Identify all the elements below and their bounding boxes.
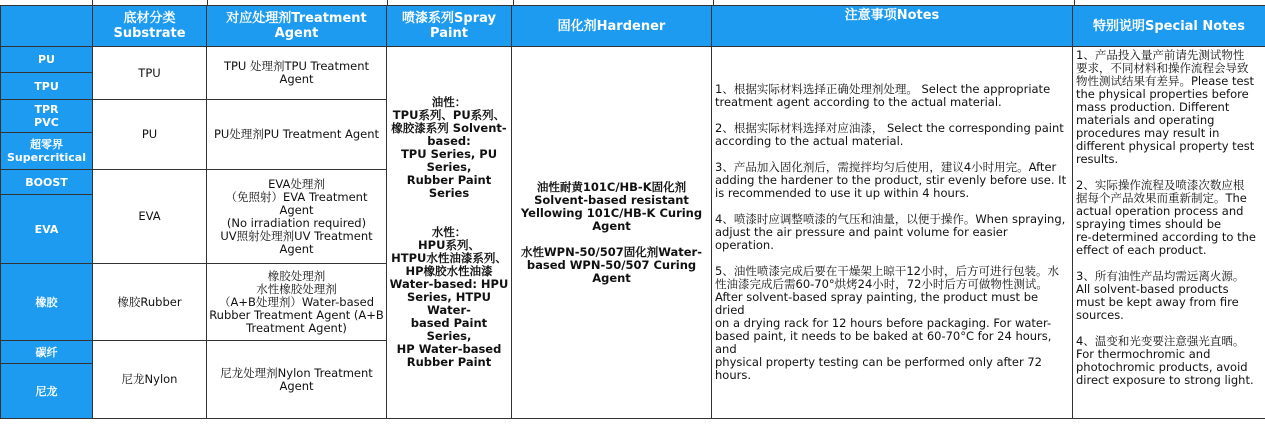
hardener-cell: 油性耐黄101C/HB-K固化剂 Solvent-based resistant Yellowing 101C/HB-K Curing Agent 水性WPN-50/507固化剂Water- based WPN-50/507 Curing Agent	[512, 47, 712, 419]
spec-table	[0, 5, 1265, 419]
header-treatment-agent: 对应处理剂Treatment Agent	[207, 6, 387, 47]
side-label-boost: BOOST	[1, 170, 93, 195]
header-blank-cell	[1, 6, 93, 47]
side-label-tpu: TPU	[1, 73, 93, 100]
side-label-rubber: 橡胶	[1, 264, 93, 341]
substrate-cell: PU	[93, 100, 207, 170]
side-label-tpr-pvc: TPR PVC	[1, 100, 93, 133]
special-notes-cell: 1、产品投入量产前请先测试物性 要求，不同材料和操作流程会导致 物性测试结果有差异。Please test the physical properties before mass production. Different materials and operating procedures may result in different physical property test results. 2、实际操作流程及喷漆次数应根 据每个产品效果而重新制定。The actual operation process and spraying times should be re-determined according to the effect of each product. 3、所有油性产品均需远离火源。 All solvent-based products must be kept away from fire sources. 4、温变和光变要注意强光直晒。 For thermochromic and photochromic products, avoid direct exposure to strong light.	[1073, 47, 1265, 419]
header-row	[1, 6, 1265, 47]
header-notes: 注意事项Notes	[712, 6, 1073, 47]
substrate-cell: TPU	[93, 47, 207, 100]
side-label-pu: PU	[1, 47, 93, 73]
substrate-cell: 橡胶Rubber	[93, 264, 207, 341]
treatment-cell: 尼龙处理剂Nylon Treatment Agent	[207, 341, 387, 419]
substrate-cell: EVA	[93, 170, 207, 264]
header-hardener: 固化剂Hardener	[512, 6, 712, 47]
substrate-cell: 尼龙Nylon	[93, 341, 207, 419]
side-label-eva: EVA	[1, 195, 93, 264]
header-substrate: 底材分类 Substrate	[93, 6, 207, 47]
header-special-notes: 特别说明Special Notes	[1073, 6, 1265, 47]
spray-paint-cell: 油性： TPU系列、PU系列、 橡胶漆系列 Solvent- based: TPU Series, PU Series, Rubber Paint Series 水性： HPU系列、 HTPU水性油漆系列、 HP橡胶水性油漆 Water-based: HPU Series, HTPU Water- based Paint Series, HP Water-based Rubber Paint	[387, 47, 512, 419]
side-label-supercritical: 超零界 Supercritical	[1, 133, 93, 170]
side-label-nylon: 尼龙	[1, 364, 93, 419]
treatment-cell: 橡胶处理剂 水性橡胶处理剂 （A+B处理剂）Water-based Rubber Treatment Agent (A+B Treatment Agent)	[207, 264, 387, 341]
notes-cell: 1、根据实际材料选择正确处理剂处理。 Select the appropriate treatment agent according to the actual material. 2、根据实际材料选择对应油漆， Select the corresponding paint according to the actual material. 3、产品加入固化剂后，需搅拌均匀后使用，建议4小时用完。After adding the hardener to the product, stir evenly before use. It is recommended to use it up within 4 hours. 4、喷漆时应调整喷漆的气压和油量，以便于操作。When spraying, adjust the air pressure and paint volume for easier operation. 5、油性喷漆完成后要在干燥架上晾干12小时，后方可进行包装。水 性油漆完成后需60-70°烘烤24小时，72小时后方可做物性测试。 After solvent-based spray painting, the product must be dried on a drying rack for 12 hours before packaging. For water- based paint, it needs to be baked at 60-70°C for 24 hours, and physical property testing can be performed only after 72 hours.	[712, 47, 1073, 419]
treatment-cell: EVA处理剂 （免照射）EVA Treatment Agent (No irradiation required) UV照射处理剂UV Treatment Agent	[207, 170, 387, 264]
treatment-cell: TPU 处理剂TPU Treatment Agent	[207, 47, 387, 100]
treatment-cell: PU处理剂PU Treatment Agent	[207, 100, 387, 170]
header-spray-paint: 喷漆系列Spray Paint	[387, 6, 512, 47]
side-label-carbon-fiber: 碳纤	[1, 341, 93, 364]
